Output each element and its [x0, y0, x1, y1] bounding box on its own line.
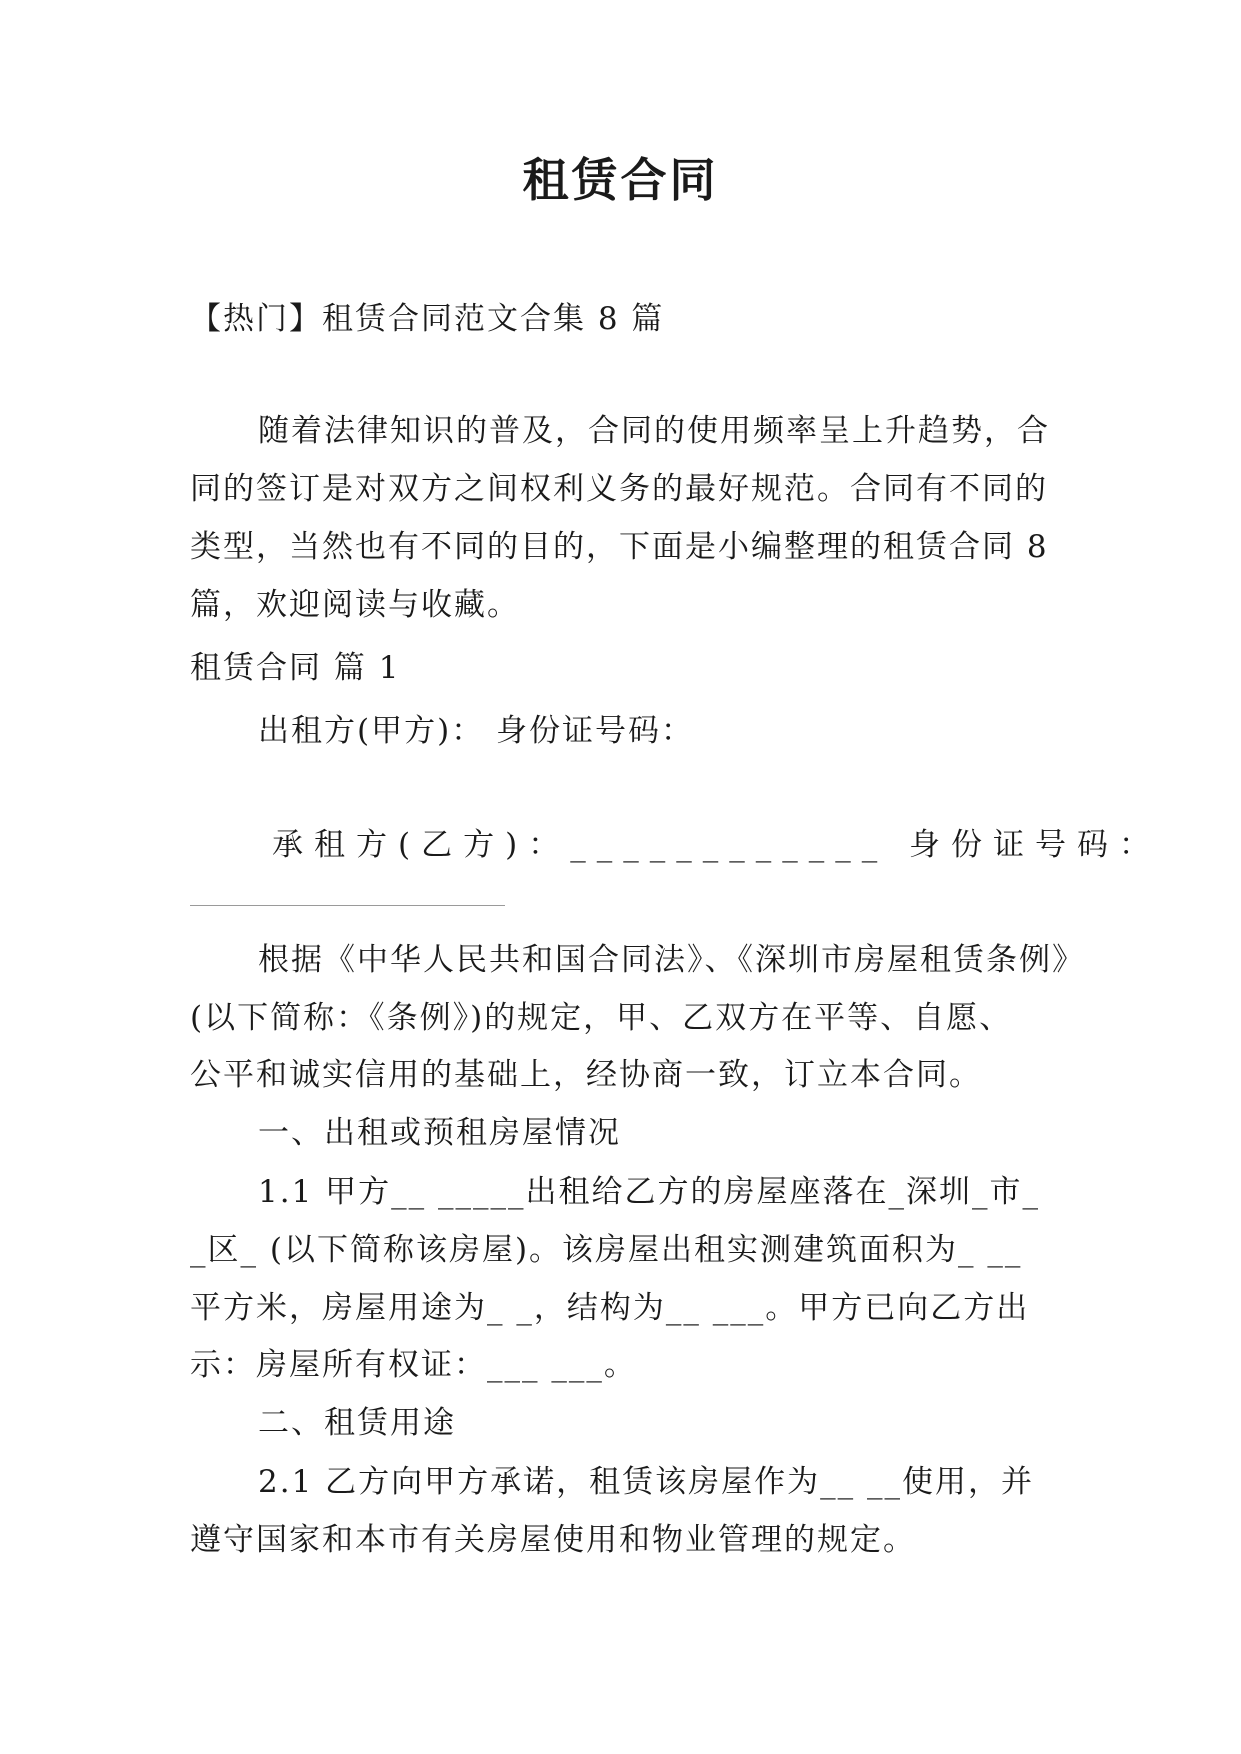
party-b-id-blank: [190, 905, 505, 906]
clause-1-line-4: 示：房屋所有权证：___ ___。: [190, 1347, 637, 1383]
party-a-line: 出租方(甲方)： 身份证号码：: [258, 713, 695, 749]
intro-line-1: 随着法律知识的普及，合同的使用频率呈上升趋势，合: [258, 413, 1050, 449]
basis-line-2: (以下简称：《条例》)的规定，甲、乙双方在平等、自愿、: [190, 1000, 1013, 1036]
section-heading: 租赁合同 篇 1: [190, 650, 401, 686]
basis-line-3: 公平和诚实信用的基础上，经协商一致，订立本合同。: [190, 1057, 982, 1093]
party-b-line: 承租方(乙方)：____________ 身份证号码：: [272, 827, 1162, 863]
clause-1-line-3: 平方米，房屋用途为_ _，结构为__ ___。甲方已向乙方出: [190, 1290, 1030, 1326]
intro-line-4: 篇，欢迎阅读与收藏。: [190, 587, 520, 623]
clause-1-line-1: 1.1 甲方__ _____出租给乙方的房屋座落在_深圳_市_: [258, 1174, 1041, 1210]
clause-2-heading: 二、租赁用途: [258, 1405, 456, 1441]
basis-line-1: 根据《中华人民共和国合同法》、《深圳市房屋租赁条例》: [258, 942, 1085, 978]
document-subtitle: 【热门】租赁合同范文合集 8 篇: [190, 301, 665, 337]
intro-line-3: 类型，当然也有不同的目的，下面是小编整理的租赁合同 8: [190, 529, 1049, 565]
clause-2-line-1: 2.1 乙方向甲方承诺，租赁该房屋作为__ __使用，并: [258, 1464, 1035, 1500]
document-title: 租赁合同: [522, 153, 719, 207]
clause-1-heading: 一、出租或预租房屋情况: [258, 1115, 621, 1151]
clause-2-line-2: 遵守国家和本市有关房屋使用和物业管理的规定。: [190, 1522, 916, 1558]
clause-1-line-2: _区_ (以下简称该房屋)。该房屋出租实测建筑面积为_ __: [190, 1232, 1023, 1268]
intro-line-2: 同的签订是对双方之间权利义务的最好规范。合同有不同的: [190, 471, 1048, 507]
